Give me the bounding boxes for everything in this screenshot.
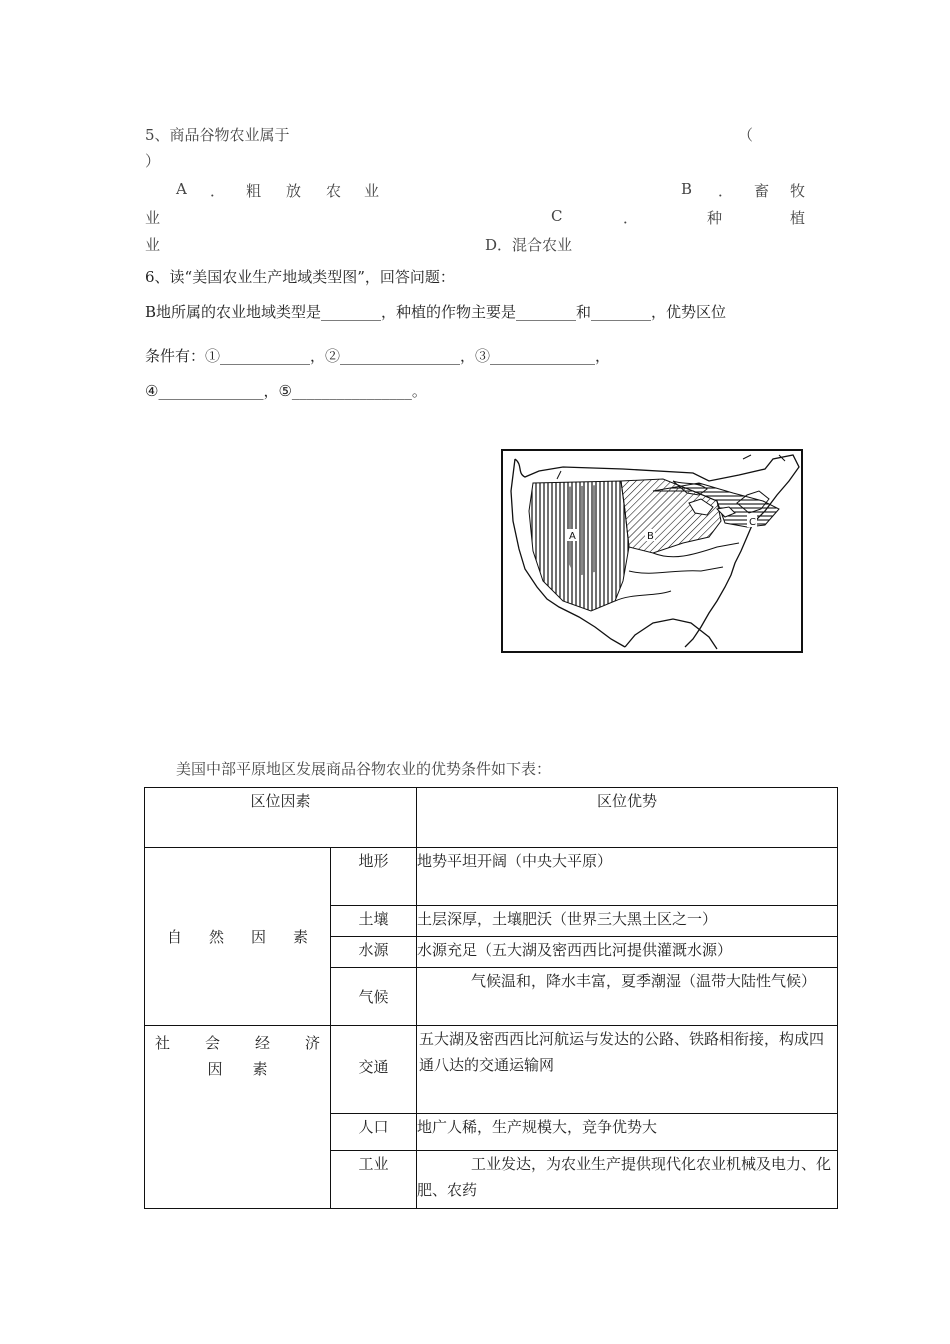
- map-label-c: C: [749, 517, 756, 528]
- q5-stem: 5、商品谷物农业属于: [145, 126, 290, 144]
- advantage-climate: 气候温和，降水丰富，夏季潮湿（温带大陆性气候）: [417, 968, 838, 1026]
- table-row: [145, 1026, 838, 1114]
- social-factor-group: 社 会 经 济 因 素: [145, 1026, 331, 1209]
- advantage-table: [144, 787, 838, 1209]
- advantage-water: 水源充足（五大湖及密西西比河提供灌溉水源）: [417, 937, 838, 968]
- advantage-industry: 工业发达，为农业生产提供现代化农业机械及电力、化肥、农药: [417, 1151, 838, 1209]
- header-factor: 区位因素: [145, 788, 417, 848]
- advantage-transport: 五大湖及密西西比河航运与发达的公路、铁路相衔接，构成四通八达的交通运输网: [417, 1026, 838, 1114]
- q5-paren-close: ）: [145, 152, 161, 170]
- q5-option-d: D．混合农业: [485, 236, 573, 254]
- table-row: [145, 848, 838, 906]
- table-caption: 美国中部平原地区发展商品谷物农业的优势条件如下表：: [176, 760, 552, 778]
- factor-population: 人口: [331, 1114, 417, 1151]
- q6-line3: ④______________，⑤________________。: [145, 382, 427, 400]
- us-agriculture-map: [501, 449, 803, 653]
- factor-transport: 交通: [331, 1026, 417, 1114]
- q6-stem: 6、读“美国农业生产地域类型图”，回答问题：: [145, 268, 455, 286]
- natural-factor-group: 自 然 因 素: [145, 848, 331, 1026]
- factor-terrain: 地形: [331, 848, 417, 906]
- advantage-terrain: 地势平坦开阔（中央大平原）: [417, 848, 838, 906]
- factor-industry: 工业: [331, 1151, 417, 1209]
- header-advantage: 区位优势: [417, 788, 838, 848]
- map-label-b: B: [647, 531, 654, 542]
- q5-paren-open: （: [738, 126, 754, 144]
- q6-line2: 条件有：①____________，②________________，③______________，: [145, 347, 611, 365]
- factor-soil: 土壤: [331, 906, 417, 937]
- q6-line1: B地所属的农业地域类型是________，种植的作物主要是________和________，优势区位: [145, 303, 727, 321]
- us-map-drawing: [503, 451, 801, 651]
- advantage-population: 地广人稀，生产规模大，竞争优势大: [417, 1114, 838, 1151]
- factor-water: 水源: [331, 937, 417, 968]
- advantage-soil: 土层深厚，土壤肥沃（世界三大黑土区之一）: [417, 906, 838, 937]
- table-header-row: [145, 788, 838, 848]
- map-label-a: A: [569, 531, 576, 542]
- factor-climate: 气候: [331, 968, 417, 1026]
